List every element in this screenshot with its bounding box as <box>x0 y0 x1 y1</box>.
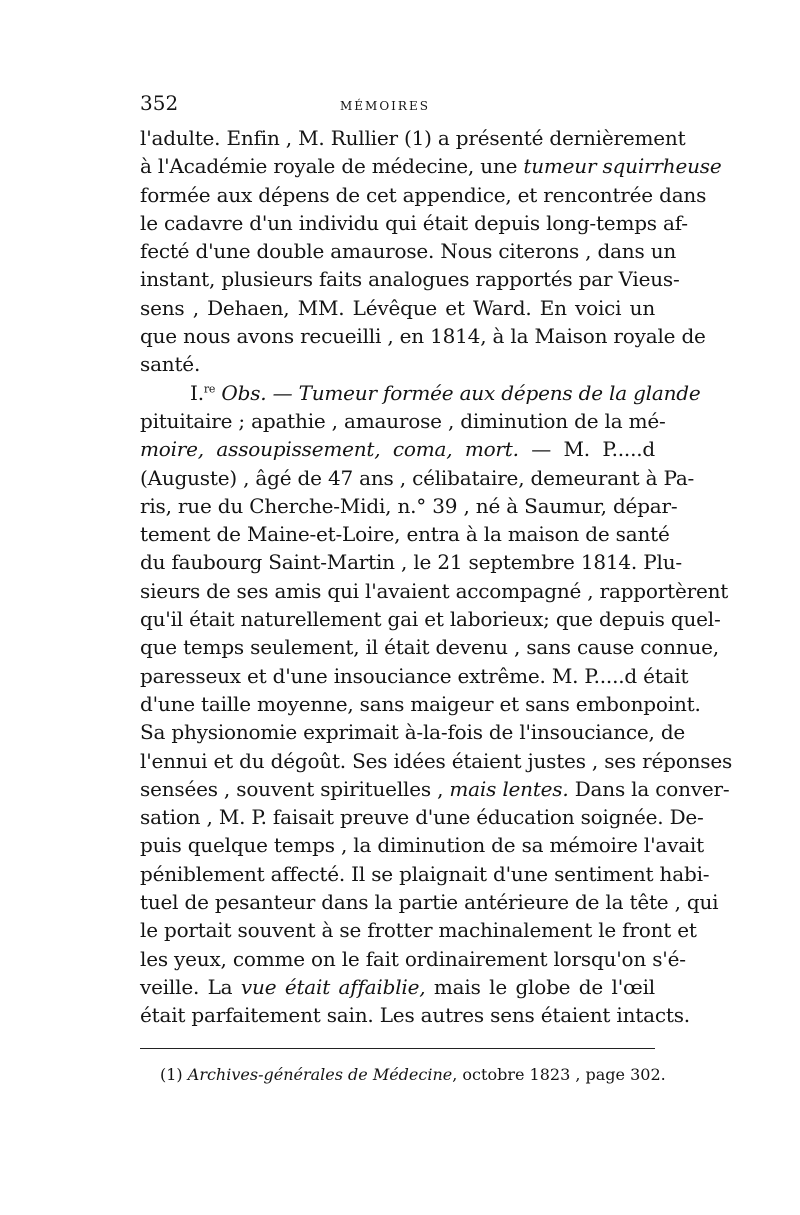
text-line: Sa physionomie exprimait à-la-fois de l'insouciance, de <box>140 720 686 745</box>
observation-heading <box>140 379 701 407</box>
book-page <box>140 91 733 1085</box>
text-segment: mais le globe de l'œil <box>433 974 655 999</box>
text-line: d'une taille moyenne, sans maigeur et sans embonpoint. <box>140 691 701 716</box>
text-line: formée aux dépens de cet appendice, et rencontrée dans <box>140 182 707 207</box>
obs-number: I. <box>190 380 204 405</box>
footnote <box>140 1064 666 1085</box>
footnote-source: Archives-générales de Médecine <box>187 1064 453 1084</box>
text-segment: sensées , souvent spirituelles , <box>140 776 444 801</box>
italic-phrase: vue était affaiblie, <box>240 974 426 999</box>
text-line: du faubourg Saint-Martin , le 21 septembre 1814. Plu- <box>140 550 682 575</box>
text-line: (Auguste) , âgé de 47 ans , célibataire, demeurant à Pa- <box>140 465 695 490</box>
text-line <box>140 775 730 803</box>
obs-title-1: — Tumeur formée aux dépens de la glande <box>272 380 701 405</box>
footnote-rule <box>140 1048 655 1049</box>
text-line: tement de Maine-et-Loire, entra à la maison de santé <box>140 522 670 547</box>
body-text <box>140 124 733 1030</box>
running-head <box>140 92 655 124</box>
text-line: péniblement affecté. Il se plaignait d'une sentiment habi- <box>140 861 710 886</box>
text-line: ris, rue du Cherche-Midi, n.° 39 , né à Saumur, dépar- <box>140 493 678 518</box>
text-segment: veille. La <box>140 974 233 999</box>
text-line: le portait souvent à se frotter machinalement le front et <box>140 918 697 943</box>
text-line: sation , M. P. faisait preuve d'une éducation soignée. De- <box>140 805 704 830</box>
text-line: que nous avons recueilli , en 1814, à la Maison royale de <box>140 324 706 349</box>
text-line: santé. <box>140 352 201 377</box>
text-line: l'adulte. Enfin , M. Rullier (1) a présenté dernièrement <box>140 126 686 150</box>
obs-title-2: pituitaire ; apathie , amaurose , diminution de la mé- <box>140 408 666 433</box>
text-segment: Dans la conver- <box>574 776 730 801</box>
obs-title-3 <box>140 435 655 463</box>
text-line: à l'Académie royale de médecine, une tumeur squirrheuse <box>140 154 722 179</box>
text-line: qu'il était naturellement gai et laborieux; que depuis quel- <box>140 607 721 632</box>
text-line: que temps seulement, il était devenu , sans cause connue, <box>140 635 719 660</box>
text-line: l'ennui et du dégoût. Ses idées étaient justes , ses réponses <box>140 748 733 773</box>
text-line <box>140 973 655 1001</box>
text-line: le cadavre d'un individu qui était depuis long-temps af- <box>140 210 688 235</box>
text-line: puis quelque temps , la diminution de sa mémoire l'avait <box>140 833 704 858</box>
obs-label: Obs. <box>221 380 267 405</box>
italic-phrase: mais lentes. <box>449 776 569 801</box>
text-line: sens , Dehaen, MM. Lévêque et Ward. En voici un <box>140 295 655 320</box>
text-line: instant, plusieurs faits analogues rapportés par Vieus- <box>140 267 680 292</box>
obs-number-sup: re <box>203 382 216 396</box>
footnote-rest: , octobre 1823 , page 302. <box>452 1064 666 1084</box>
footnote-marker: (1) <box>160 1064 183 1084</box>
text-line: sieurs de ses amis qui l'avaient accompagné , rapportèrent <box>140 578 729 603</box>
text-line: tuel de pesanteur dans la partie antérieure de la tête , qui <box>140 890 719 915</box>
obs-title-3-italic: moire, assoupissement, coma, mort. <box>140 437 519 462</box>
text-line: les yeux, comme on le fait ordinairement lorsqu'on s'é- <box>140 946 686 971</box>
obs-title-3-rest: — M. P.....d <box>531 437 655 462</box>
page-number: 352 <box>140 91 179 115</box>
section-title: MÉMOIRES <box>340 99 430 113</box>
text-line: était parfaitement sain. Les autres sens étaient intacts. <box>140 1003 690 1028</box>
italic-phrase: tumeur squirrheuse <box>523 154 722 179</box>
text-line: fecté d'une double amaurose. Nous citerons , dans un <box>140 239 677 264</box>
text-line: paresseux et d'une insouciance extrême. M. P.....d était <box>140 663 689 688</box>
